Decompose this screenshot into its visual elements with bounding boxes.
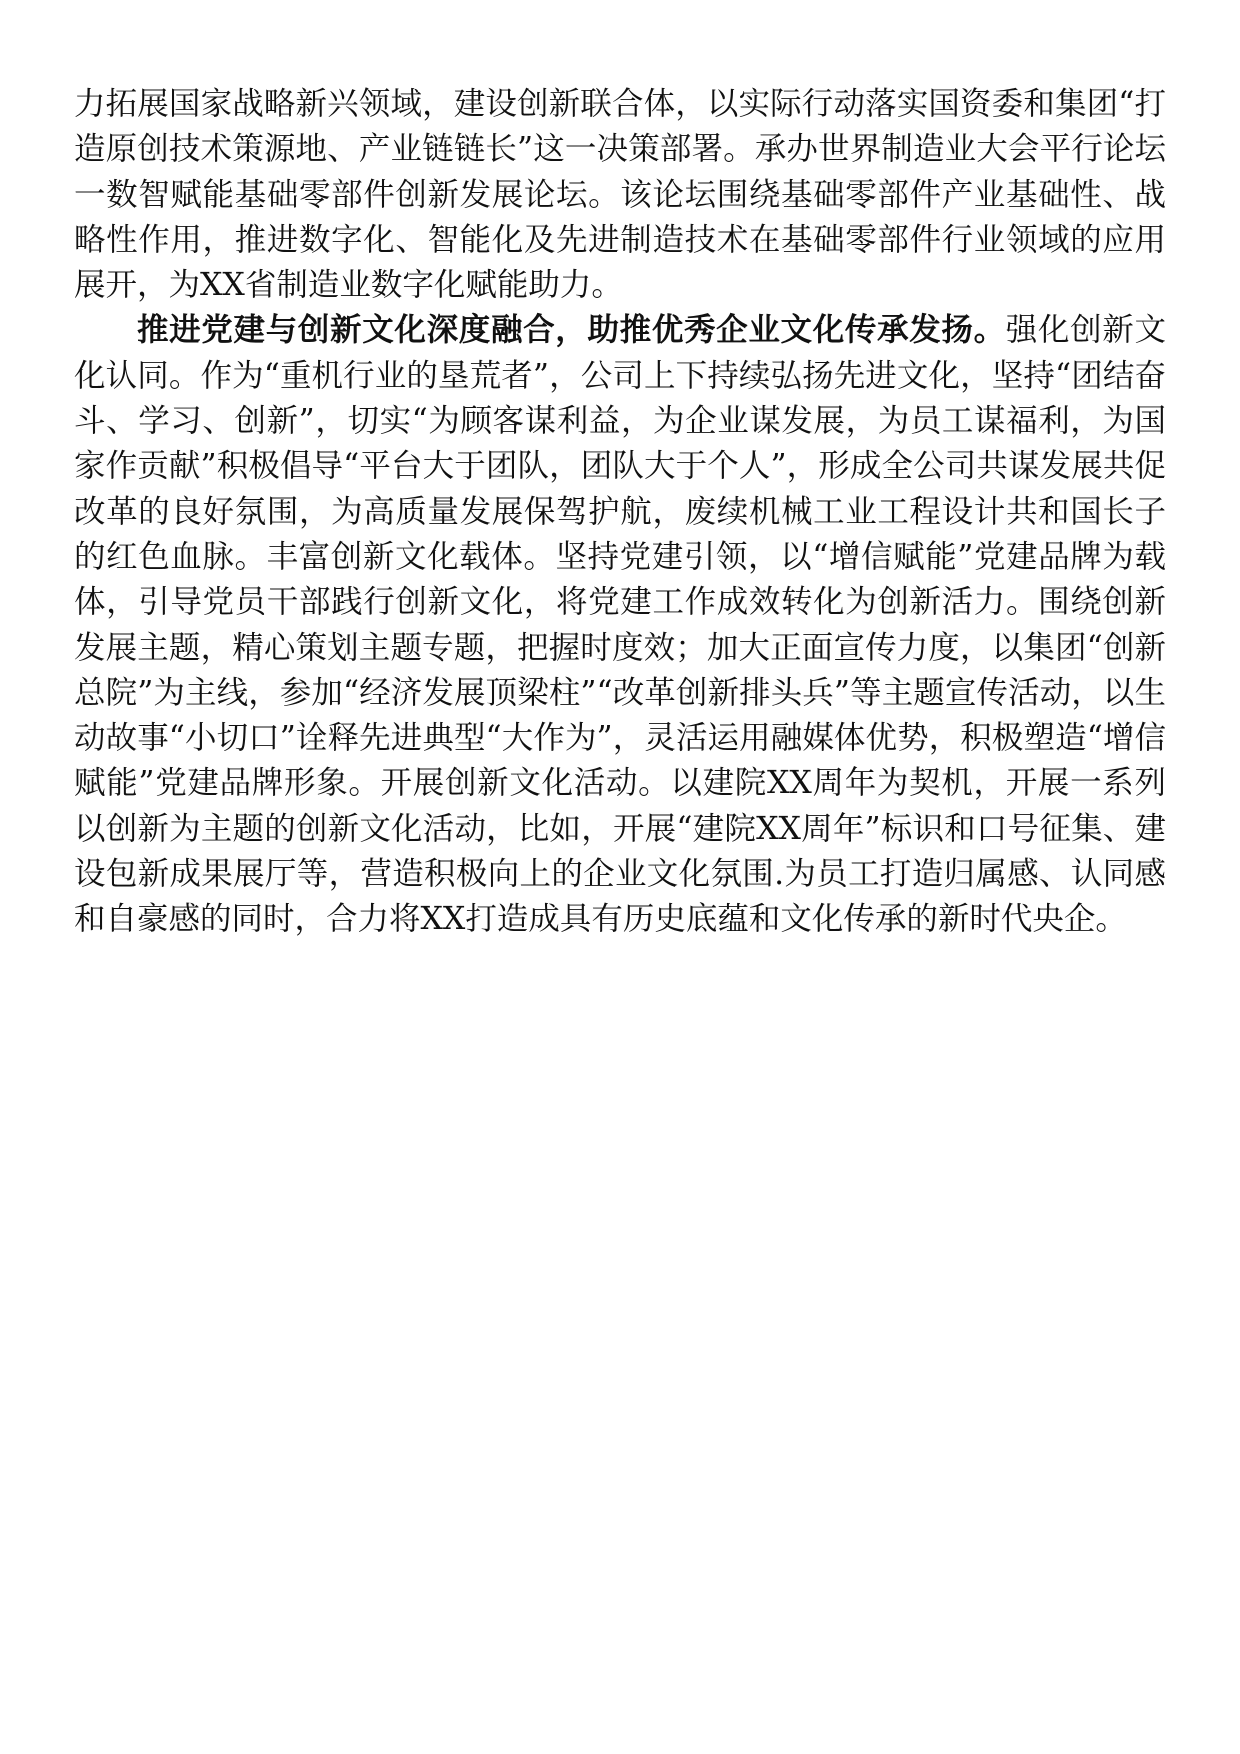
paragraph-text: 力拓展国家战略新兴领域，建设创新联合体，以实际行动落实国资委和集团“打造原创技术策源地、产业链链长”这一决策部署。承办世界制造业大会平行论坛一数智赋能基础零部件创新发展论坛。该论坛围绕基础零部件产业基础性、战略性作用，推进数字化、智能化及先进制造技术在基础零部件行业领域的应用展开，为XX省制造业数字化赋能助力。 — [74, 86, 1166, 304]
paragraph-heading: 推进党建与创新文化深度融合，助推优秀企业文化传承发扬。 — [137, 312, 1006, 349]
document-body — [74, 82, 1166, 943]
paragraph-culture — [74, 308, 1166, 942]
paragraph-continued — [74, 82, 1166, 308]
paragraph-text: 强化创新文化认同。作为“重机行业的垦荒者”，公司上下持续弘扬先进文化，坚持“团结奋斗、学习、创新”，切实“为顾客谋利益，为企业谋发展，为员工谋福利，为国家作贡献”积极倡导“平台大于团队，团队大于个人”，形成全公司共谋发展共促改革的良好氛围，为高质量发展保驾护航，废续机械工业工程设计共和国长子的红色血脉。丰富创新文化载体。坚持党建引领，以“增信赋能”党建品牌为载体，引导党员干部践行创新文化，将党建工作成效转化为创新活力。围绕创新发展主题，精心策划主题专题，把握时度效；加大正面宣传力度，以集团“创新总院”为主线，参加“经济发展顶梁柱”“改革创新排头兵”等主题宣传活动，以生动故事“小切口”诠释先进典型“大作为”，灵活运用融媒体优势，积极塑造“增信赋能”党建品牌形象。开展创新文化活动。以建院XX周年为契机，开展一系列以创新为主题的创新文化活动，比如，开展“建院XX周年”标识和口号征集、建设包新成果展厅等，营造积极向上的企业文化氛围.为员工打造归属感、认同感和自豪感的同时，合力将XX打造成具有历史底蕴和文化传承的新时代央企。 — [74, 312, 1166, 938]
